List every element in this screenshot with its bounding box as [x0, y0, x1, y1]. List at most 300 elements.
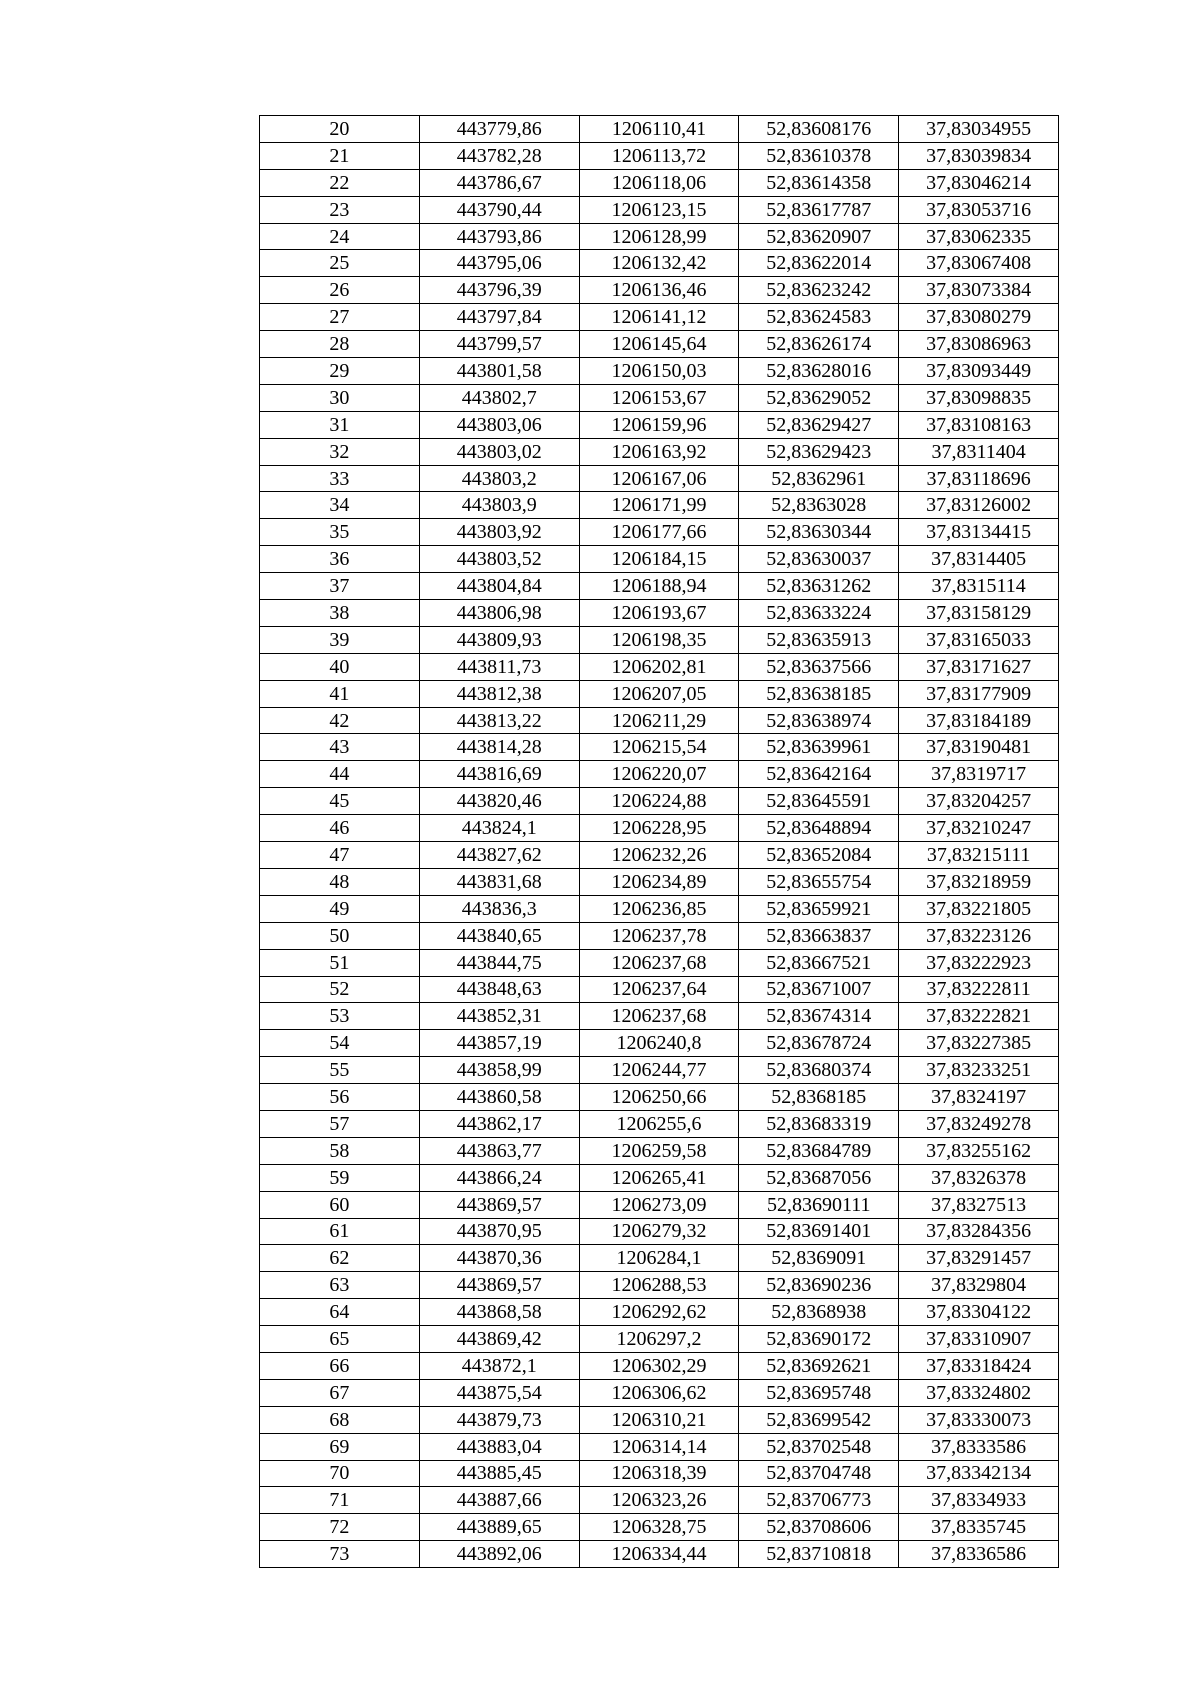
cell-latitude: 52,83645591	[739, 788, 899, 815]
cell-point-number: 33	[260, 465, 420, 492]
cell-longitude: 37,83218959	[899, 868, 1059, 895]
cell-longitude: 37,83291457	[899, 1245, 1059, 1272]
cell-x-coordinate: 443795,06	[419, 250, 579, 277]
cell-x-coordinate: 443801,58	[419, 358, 579, 385]
cell-point-number: 68	[260, 1406, 420, 1433]
cell-latitude: 52,83690172	[739, 1326, 899, 1353]
cell-x-coordinate: 443866,24	[419, 1164, 579, 1191]
table-row	[260, 546, 1059, 573]
cell-y-coordinate: 1206234,89	[579, 868, 739, 895]
cell-x-coordinate: 443827,62	[419, 842, 579, 869]
table-row	[260, 384, 1059, 411]
cell-longitude: 37,8335745	[899, 1514, 1059, 1541]
cell-x-coordinate: 443869,42	[419, 1326, 579, 1353]
cell-y-coordinate: 1206237,68	[579, 949, 739, 976]
cell-x-coordinate: 443872,1	[419, 1352, 579, 1379]
table-row	[260, 707, 1059, 734]
cell-x-coordinate: 443814,28	[419, 734, 579, 761]
cell-y-coordinate: 1206141,12	[579, 304, 739, 331]
cell-longitude: 37,83222811	[899, 976, 1059, 1003]
cell-latitude: 52,83648894	[739, 815, 899, 842]
cell-x-coordinate: 443889,65	[419, 1514, 579, 1541]
cell-point-number: 66	[260, 1352, 420, 1379]
cell-point-number: 30	[260, 384, 420, 411]
cell-x-coordinate: 443844,75	[419, 949, 579, 976]
table-row	[260, 411, 1059, 438]
cell-latitude: 52,83622014	[739, 250, 899, 277]
table-row	[260, 680, 1059, 707]
cell-x-coordinate: 443803,02	[419, 438, 579, 465]
coordinates-table-body	[260, 116, 1059, 1568]
cell-point-number: 58	[260, 1137, 420, 1164]
cell-longitude: 37,8324197	[899, 1084, 1059, 1111]
cell-point-number: 57	[260, 1110, 420, 1137]
cell-latitude: 52,83642164	[739, 761, 899, 788]
cell-x-coordinate: 443824,1	[419, 815, 579, 842]
table-row	[260, 277, 1059, 304]
cell-longitude: 37,8333586	[899, 1433, 1059, 1460]
cell-x-coordinate: 443857,19	[419, 1030, 579, 1057]
cell-x-coordinate: 443879,73	[419, 1406, 579, 1433]
cell-longitude: 37,83165033	[899, 626, 1059, 653]
cell-x-coordinate: 443803,2	[419, 465, 579, 492]
cell-longitude: 37,8319717	[899, 761, 1059, 788]
cell-longitude: 37,83324802	[899, 1379, 1059, 1406]
cell-x-coordinate: 443803,06	[419, 411, 579, 438]
cell-x-coordinate: 443802,7	[419, 384, 579, 411]
cell-point-number: 39	[260, 626, 420, 653]
cell-latitude: 52,8363028	[739, 492, 899, 519]
cell-point-number: 31	[260, 411, 420, 438]
cell-x-coordinate: 443811,73	[419, 653, 579, 680]
cell-x-coordinate: 443797,84	[419, 304, 579, 331]
cell-y-coordinate: 1206132,42	[579, 250, 739, 277]
cell-x-coordinate: 443870,36	[419, 1245, 579, 1272]
cell-longitude: 37,83190481	[899, 734, 1059, 761]
cell-y-coordinate: 1206259,58	[579, 1137, 739, 1164]
cell-longitude: 37,83222821	[899, 1003, 1059, 1030]
table-row	[260, 1299, 1059, 1326]
cell-x-coordinate: 443809,93	[419, 626, 579, 653]
cell-y-coordinate: 1206198,35	[579, 626, 739, 653]
cell-point-number: 56	[260, 1084, 420, 1111]
cell-latitude: 52,8368938	[739, 1299, 899, 1326]
table-row	[260, 1352, 1059, 1379]
table-row	[260, 465, 1059, 492]
cell-latitude: 52,83674314	[739, 1003, 899, 1030]
cell-latitude: 52,83629427	[739, 411, 899, 438]
cell-x-coordinate: 443793,86	[419, 223, 579, 250]
table-row	[260, 492, 1059, 519]
cell-y-coordinate: 1206334,44	[579, 1541, 739, 1568]
cell-x-coordinate: 443860,58	[419, 1084, 579, 1111]
cell-longitude: 37,83310907	[899, 1326, 1059, 1353]
cell-latitude: 52,83633224	[739, 600, 899, 627]
cell-latitude: 52,83684789	[739, 1137, 899, 1164]
cell-latitude: 52,83628016	[739, 358, 899, 385]
cell-longitude: 37,83210247	[899, 815, 1059, 842]
cell-point-number: 35	[260, 519, 420, 546]
cell-x-coordinate: 443870,95	[419, 1218, 579, 1245]
cell-point-number: 67	[260, 1379, 420, 1406]
cell-point-number: 41	[260, 680, 420, 707]
cell-latitude: 52,8369091	[739, 1245, 899, 1272]
cell-y-coordinate: 1206297,2	[579, 1326, 739, 1353]
cell-longitude: 37,83342134	[899, 1460, 1059, 1487]
cell-x-coordinate: 443831,68	[419, 868, 579, 895]
cell-latitude: 52,83695748	[739, 1379, 899, 1406]
cell-x-coordinate: 443803,52	[419, 546, 579, 573]
table-row	[260, 1245, 1059, 1272]
cell-longitude: 37,83215111	[899, 842, 1059, 869]
cell-longitude: 37,83134415	[899, 519, 1059, 546]
cell-y-coordinate: 1206207,05	[579, 680, 739, 707]
cell-longitude: 37,8311404	[899, 438, 1059, 465]
table-row	[260, 1057, 1059, 1084]
table-row	[260, 1326, 1059, 1353]
cell-longitude: 37,83221805	[899, 895, 1059, 922]
cell-y-coordinate: 1206318,39	[579, 1460, 739, 1487]
cell-x-coordinate: 443836,3	[419, 895, 579, 922]
cell-latitude: 52,83638974	[739, 707, 899, 734]
cell-longitude: 37,83098835	[899, 384, 1059, 411]
cell-latitude: 52,83638185	[739, 680, 899, 707]
cell-longitude: 37,8327513	[899, 1191, 1059, 1218]
cell-point-number: 36	[260, 546, 420, 573]
cell-y-coordinate: 1206250,66	[579, 1084, 739, 1111]
table-row	[260, 573, 1059, 600]
cell-y-coordinate: 1206123,15	[579, 196, 739, 223]
cell-point-number: 48	[260, 868, 420, 895]
cell-latitude: 52,83706773	[739, 1487, 899, 1514]
table-row	[260, 438, 1059, 465]
table-row	[260, 895, 1059, 922]
cell-latitude: 52,83637566	[739, 653, 899, 680]
cell-y-coordinate: 1206244,77	[579, 1057, 739, 1084]
cell-y-coordinate: 1206136,46	[579, 277, 739, 304]
cell-latitude: 52,83631262	[739, 573, 899, 600]
table-row	[260, 331, 1059, 358]
cell-x-coordinate: 443816,69	[419, 761, 579, 788]
cell-longitude: 37,83126002	[899, 492, 1059, 519]
cell-x-coordinate: 443863,77	[419, 1137, 579, 1164]
table-row	[260, 519, 1059, 546]
cell-y-coordinate: 1206118,06	[579, 169, 739, 196]
cell-point-number: 51	[260, 949, 420, 976]
cell-point-number: 25	[260, 250, 420, 277]
cell-x-coordinate: 443804,84	[419, 573, 579, 600]
table-row	[260, 1191, 1059, 1218]
cell-x-coordinate: 443790,44	[419, 196, 579, 223]
cell-longitude: 37,8315114	[899, 573, 1059, 600]
cell-point-number: 43	[260, 734, 420, 761]
cell-longitude: 37,83067408	[899, 250, 1059, 277]
cell-y-coordinate: 1206273,09	[579, 1191, 739, 1218]
table-row	[260, 142, 1059, 169]
table-row	[260, 1137, 1059, 1164]
table-row	[260, 1272, 1059, 1299]
cell-y-coordinate: 1206240,8	[579, 1030, 739, 1057]
cell-y-coordinate: 1206237,68	[579, 1003, 739, 1030]
table-row	[260, 1218, 1059, 1245]
cell-latitude: 52,83687056	[739, 1164, 899, 1191]
cell-y-coordinate: 1206188,94	[579, 573, 739, 600]
cell-point-number: 52	[260, 976, 420, 1003]
cell-point-number: 62	[260, 1245, 420, 1272]
cell-longitude: 37,83062335	[899, 223, 1059, 250]
cell-longitude: 37,83118696	[899, 465, 1059, 492]
cell-y-coordinate: 1206159,96	[579, 411, 739, 438]
cell-x-coordinate: 443858,99	[419, 1057, 579, 1084]
cell-latitude: 52,83671007	[739, 976, 899, 1003]
table-row	[260, 1110, 1059, 1137]
cell-latitude: 52,83617787	[739, 196, 899, 223]
cell-x-coordinate: 443799,57	[419, 331, 579, 358]
cell-longitude: 37,83093449	[899, 358, 1059, 385]
table-row	[260, 626, 1059, 653]
cell-point-number: 54	[260, 1030, 420, 1057]
cell-longitude: 37,83073384	[899, 277, 1059, 304]
table-row	[260, 788, 1059, 815]
cell-latitude: 52,83704748	[739, 1460, 899, 1487]
cell-point-number: 20	[260, 116, 420, 143]
cell-y-coordinate: 1206224,88	[579, 788, 739, 815]
cell-x-coordinate: 443782,28	[419, 142, 579, 169]
cell-point-number: 22	[260, 169, 420, 196]
cell-x-coordinate: 443869,57	[419, 1272, 579, 1299]
cell-point-number: 59	[260, 1164, 420, 1191]
cell-latitude: 52,83629423	[739, 438, 899, 465]
cell-y-coordinate: 1206236,85	[579, 895, 739, 922]
cell-point-number: 28	[260, 331, 420, 358]
cell-y-coordinate: 1206288,53	[579, 1272, 739, 1299]
cell-longitude: 37,83249278	[899, 1110, 1059, 1137]
cell-y-coordinate: 1206323,26	[579, 1487, 739, 1514]
table-row	[260, 1030, 1059, 1057]
cell-x-coordinate: 443840,65	[419, 922, 579, 949]
cell-y-coordinate: 1206328,75	[579, 1514, 739, 1541]
cell-y-coordinate: 1206193,67	[579, 600, 739, 627]
cell-longitude: 37,83223126	[899, 922, 1059, 949]
cell-y-coordinate: 1206153,67	[579, 384, 739, 411]
cell-longitude: 37,83039834	[899, 142, 1059, 169]
table-row	[260, 1514, 1059, 1541]
cell-longitude: 37,83158129	[899, 600, 1059, 627]
cell-latitude: 52,83699542	[739, 1406, 899, 1433]
cell-x-coordinate: 443820,46	[419, 788, 579, 815]
table-row	[260, 868, 1059, 895]
cell-latitude: 52,83690236	[739, 1272, 899, 1299]
cell-x-coordinate: 443806,98	[419, 600, 579, 627]
cell-x-coordinate: 443868,58	[419, 1299, 579, 1326]
table-row	[260, 1460, 1059, 1487]
cell-y-coordinate: 1206292,62	[579, 1299, 739, 1326]
cell-latitude: 52,83630344	[739, 519, 899, 546]
cell-x-coordinate: 443786,67	[419, 169, 579, 196]
cell-longitude: 37,83233251	[899, 1057, 1059, 1084]
cell-longitude: 37,83080279	[899, 304, 1059, 331]
cell-point-number: 63	[260, 1272, 420, 1299]
cell-y-coordinate: 1206113,72	[579, 142, 739, 169]
cell-point-number: 72	[260, 1514, 420, 1541]
cell-point-number: 45	[260, 788, 420, 815]
cell-point-number: 69	[260, 1433, 420, 1460]
cell-latitude: 52,83620907	[739, 223, 899, 250]
cell-y-coordinate: 1206310,21	[579, 1406, 739, 1433]
cell-latitude: 52,83626174	[739, 331, 899, 358]
cell-point-number: 27	[260, 304, 420, 331]
coordinates-table	[259, 115, 1059, 1568]
table-row	[260, 842, 1059, 869]
cell-latitude: 52,83683319	[739, 1110, 899, 1137]
cell-longitude: 37,8326378	[899, 1164, 1059, 1191]
table-row	[260, 600, 1059, 627]
cell-latitude: 52,83663837	[739, 922, 899, 949]
table-row	[260, 169, 1059, 196]
cell-point-number: 65	[260, 1326, 420, 1353]
cell-longitude: 37,83046214	[899, 169, 1059, 196]
cell-longitude: 37,83204257	[899, 788, 1059, 815]
cell-y-coordinate: 1206145,64	[579, 331, 739, 358]
cell-x-coordinate: 443862,17	[419, 1110, 579, 1137]
cell-latitude: 52,83635913	[739, 626, 899, 653]
cell-latitude: 52,8368185	[739, 1084, 899, 1111]
cell-y-coordinate: 1206215,54	[579, 734, 739, 761]
cell-latitude: 52,83623242	[739, 277, 899, 304]
table-row	[260, 250, 1059, 277]
cell-point-number: 46	[260, 815, 420, 842]
cell-longitude: 37,83086963	[899, 331, 1059, 358]
cell-point-number: 40	[260, 653, 420, 680]
cell-x-coordinate: 443887,66	[419, 1487, 579, 1514]
cell-latitude: 52,83678724	[739, 1030, 899, 1057]
cell-y-coordinate: 1206232,26	[579, 842, 739, 869]
table-row	[260, 1541, 1059, 1568]
cell-y-coordinate: 1206110,41	[579, 116, 739, 143]
cell-longitude: 37,8329804	[899, 1272, 1059, 1299]
cell-point-number: 26	[260, 277, 420, 304]
cell-y-coordinate: 1206128,99	[579, 223, 739, 250]
cell-latitude: 52,8362961	[739, 465, 899, 492]
cell-latitude: 52,83630037	[739, 546, 899, 573]
cell-point-number: 71	[260, 1487, 420, 1514]
cell-point-number: 50	[260, 922, 420, 949]
cell-x-coordinate: 443779,86	[419, 116, 579, 143]
cell-point-number: 24	[260, 223, 420, 250]
cell-x-coordinate: 443869,57	[419, 1191, 579, 1218]
table-row	[260, 1433, 1059, 1460]
table-row	[260, 1487, 1059, 1514]
cell-y-coordinate: 1206265,41	[579, 1164, 739, 1191]
table-row	[260, 116, 1059, 143]
cell-longitude: 37,83034955	[899, 116, 1059, 143]
cell-latitude: 52,83680374	[739, 1057, 899, 1084]
cell-point-number: 47	[260, 842, 420, 869]
cell-point-number: 55	[260, 1057, 420, 1084]
cell-y-coordinate: 1206314,14	[579, 1433, 739, 1460]
cell-longitude: 37,83227385	[899, 1030, 1059, 1057]
cell-latitude: 52,83667521	[739, 949, 899, 976]
table-row	[260, 734, 1059, 761]
cell-y-coordinate: 1206306,62	[579, 1379, 739, 1406]
cell-y-coordinate: 1206171,99	[579, 492, 739, 519]
cell-point-number: 70	[260, 1460, 420, 1487]
cell-y-coordinate: 1206237,64	[579, 976, 739, 1003]
table-row	[260, 653, 1059, 680]
cell-latitude: 52,83708606	[739, 1514, 899, 1541]
cell-x-coordinate: 443848,63	[419, 976, 579, 1003]
cell-latitude: 52,83655754	[739, 868, 899, 895]
cell-latitude: 52,83614358	[739, 169, 899, 196]
table-row	[260, 761, 1059, 788]
cell-longitude: 37,83318424	[899, 1352, 1059, 1379]
cell-point-number: 29	[260, 358, 420, 385]
cell-longitude: 37,83171627	[899, 653, 1059, 680]
cell-latitude: 52,83702548	[739, 1433, 899, 1460]
cell-y-coordinate: 1206228,95	[579, 815, 739, 842]
cell-longitude: 37,83184189	[899, 707, 1059, 734]
cell-longitude: 37,83177909	[899, 680, 1059, 707]
table-row	[260, 976, 1059, 1003]
cell-x-coordinate: 443875,54	[419, 1379, 579, 1406]
cell-point-number: 34	[260, 492, 420, 519]
cell-x-coordinate: 443813,22	[419, 707, 579, 734]
cell-y-coordinate: 1206211,29	[579, 707, 739, 734]
cell-longitude: 37,83222923	[899, 949, 1059, 976]
cell-latitude: 52,83691401	[739, 1218, 899, 1245]
table-row	[260, 1084, 1059, 1111]
table-row	[260, 1379, 1059, 1406]
cell-x-coordinate: 443852,31	[419, 1003, 579, 1030]
cell-longitude: 37,8336586	[899, 1541, 1059, 1568]
table-row	[260, 815, 1059, 842]
table-row	[260, 358, 1059, 385]
cell-point-number: 60	[260, 1191, 420, 1218]
cell-longitude: 37,8334933	[899, 1487, 1059, 1514]
cell-point-number: 61	[260, 1218, 420, 1245]
cell-point-number: 21	[260, 142, 420, 169]
cell-latitude: 52,83710818	[739, 1541, 899, 1568]
table-row	[260, 1406, 1059, 1433]
cell-y-coordinate: 1206279,32	[579, 1218, 739, 1245]
table-row	[260, 223, 1059, 250]
cell-latitude: 52,83624583	[739, 304, 899, 331]
cell-latitude: 52,83659921	[739, 895, 899, 922]
cell-y-coordinate: 1206184,15	[579, 546, 739, 573]
cell-y-coordinate: 1206220,07	[579, 761, 739, 788]
cell-point-number: 49	[260, 895, 420, 922]
cell-y-coordinate: 1206177,66	[579, 519, 739, 546]
cell-x-coordinate: 443892,06	[419, 1541, 579, 1568]
table-row	[260, 1003, 1059, 1030]
table-row	[260, 1164, 1059, 1191]
cell-point-number: 73	[260, 1541, 420, 1568]
cell-point-number: 64	[260, 1299, 420, 1326]
cell-x-coordinate: 443885,45	[419, 1460, 579, 1487]
cell-point-number: 42	[260, 707, 420, 734]
cell-y-coordinate: 1206150,03	[579, 358, 739, 385]
cell-longitude: 37,8314405	[899, 546, 1059, 573]
cell-latitude: 52,83629052	[739, 384, 899, 411]
cell-x-coordinate: 443796,39	[419, 277, 579, 304]
table-row	[260, 196, 1059, 223]
cell-y-coordinate: 1206237,78	[579, 922, 739, 949]
cell-point-number: 38	[260, 600, 420, 627]
cell-latitude: 52,83692621	[739, 1352, 899, 1379]
cell-longitude: 37,83330073	[899, 1406, 1059, 1433]
cell-y-coordinate: 1206167,06	[579, 465, 739, 492]
cell-point-number: 23	[260, 196, 420, 223]
